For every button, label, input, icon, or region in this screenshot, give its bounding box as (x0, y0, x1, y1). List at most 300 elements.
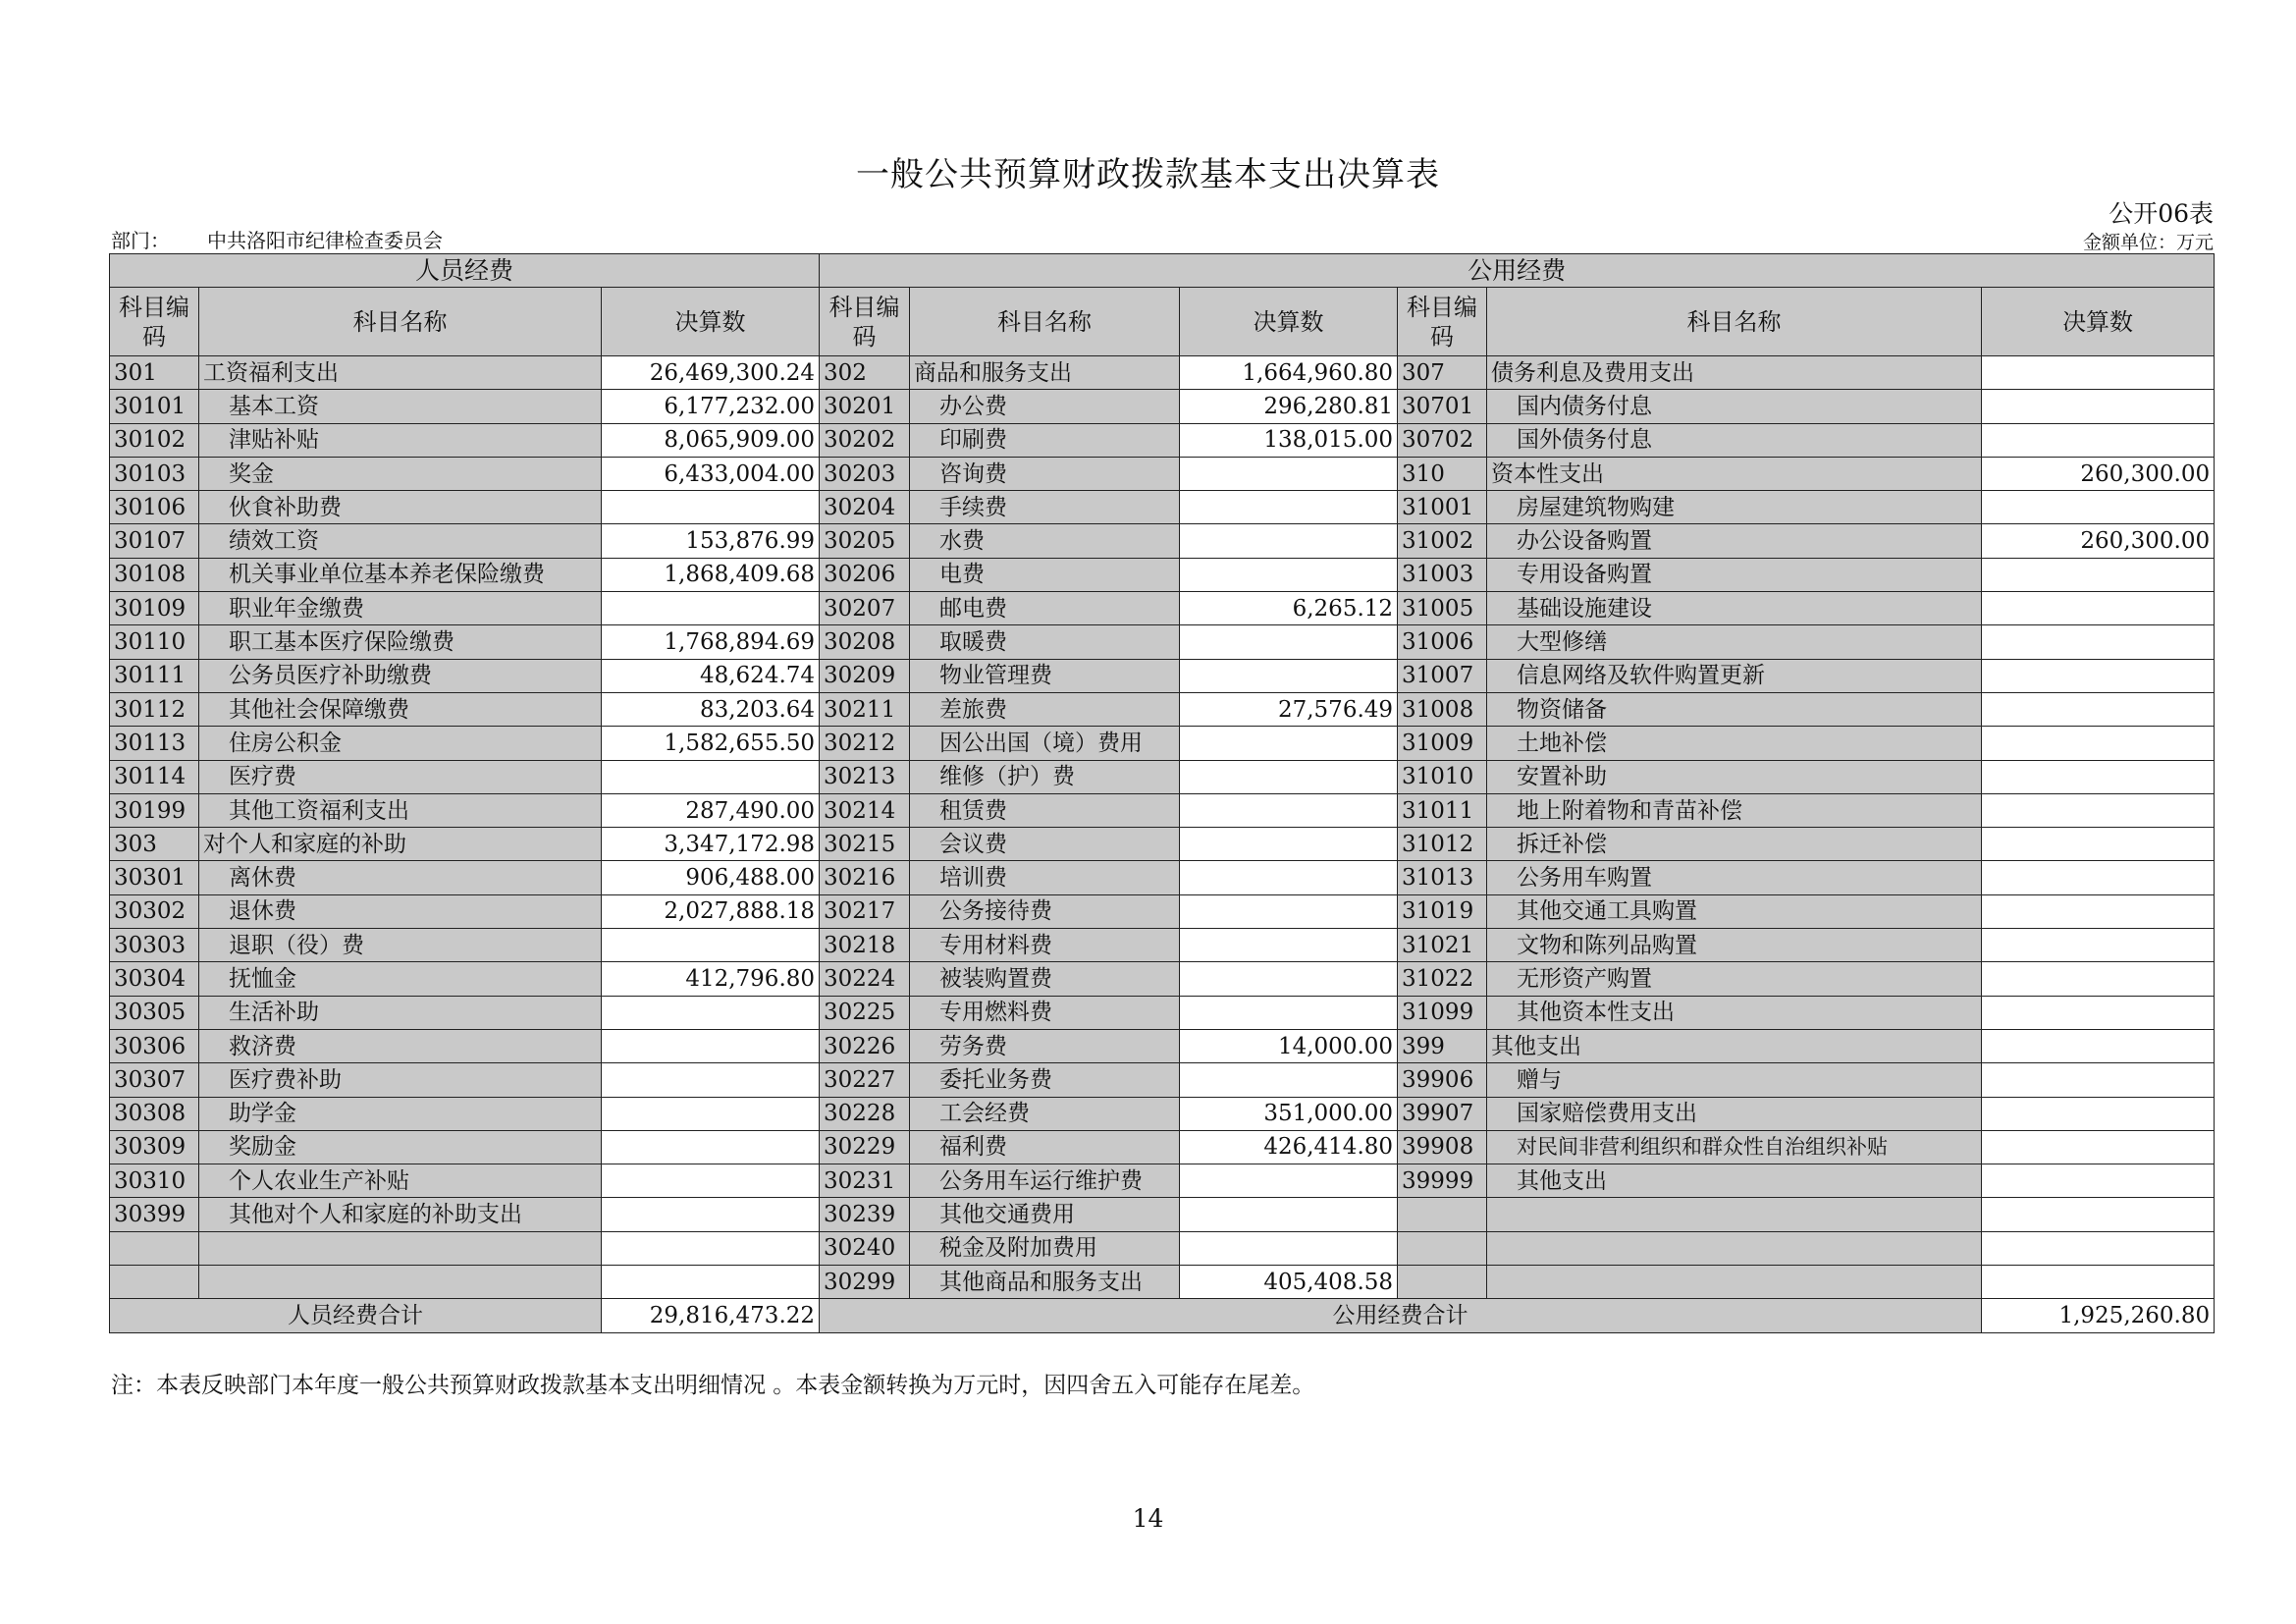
header-name: 科目名称 (910, 288, 1180, 356)
subject-code: 30112 (110, 692, 199, 726)
subject-name: 基础设施建设 (1487, 592, 1982, 625)
subject-code: 30305 (110, 996, 199, 1029)
subject-code: 31022 (1398, 962, 1487, 996)
subject-code: 31011 (1398, 793, 1487, 827)
amount-value (1180, 828, 1398, 861)
subject-code: 30239 (820, 1198, 910, 1231)
amount-value: 1,868,409.68 (602, 558, 820, 591)
table-row (110, 491, 2215, 524)
subject-code (1398, 1198, 1487, 1231)
subject-name: 办公设备购置 (1487, 524, 1982, 558)
subject-name: 拆迁补偿 (1487, 828, 1982, 861)
subject-name: 退职（役）费 (199, 929, 602, 962)
subject-code: 30308 (110, 1097, 199, 1130)
subject-name: 文物和陈列品购置 (1487, 929, 1982, 962)
header-code: 科目编码 (1398, 288, 1487, 356)
subject-code (1398, 1231, 1487, 1265)
amount-value: 3,347,172.98 (602, 828, 820, 861)
subject-code: 30208 (820, 625, 910, 659)
amount-value (1982, 1231, 2215, 1265)
subject-code: 30106 (110, 491, 199, 524)
amount-value (1982, 1029, 2215, 1062)
subject-code: 307 (1398, 356, 1487, 390)
table-row (110, 390, 2215, 423)
subject-code: 31010 (1398, 760, 1487, 793)
section-header-row (110, 254, 2215, 288)
public-total-label: 公用经费合计 (820, 1299, 1982, 1332)
amount-value (1180, 996, 1398, 1029)
department-label: 部门： (111, 229, 170, 252)
subject-code (1398, 1266, 1487, 1299)
subject-code: 30103 (110, 457, 199, 490)
subject-name: 差旅费 (910, 692, 1180, 726)
subject-code: 31006 (1398, 625, 1487, 659)
subject-code: 30227 (820, 1063, 910, 1097)
amount-value: 26,469,300.24 (602, 356, 820, 390)
subject-name: 公务用车购置 (1487, 861, 1982, 894)
subject-code: 31003 (1398, 558, 1487, 591)
table-row (110, 1063, 2215, 1097)
amount-value (602, 996, 820, 1029)
amount-value (1180, 929, 1398, 962)
subject-name: 税金及附加费用 (910, 1231, 1180, 1265)
subject-name: 对民间非营利组织和群众性自治组织补贴 (1487, 1130, 1982, 1164)
amount-value (1982, 1063, 2215, 1097)
subject-code (110, 1231, 199, 1265)
amount-value (1180, 1198, 1398, 1231)
subject-code: 39907 (1398, 1097, 1487, 1130)
section-public: 公用经费 (820, 254, 2215, 288)
subject-code: 310 (1398, 457, 1487, 490)
header-amount: 决算数 (1982, 288, 2215, 356)
subject-name (1487, 1266, 1982, 1299)
subject-name: 机关事业单位基本养老保险缴费 (199, 558, 602, 591)
amount-value: 6,433,004.00 (602, 457, 820, 490)
subject-code: 30302 (110, 894, 199, 928)
amount-value (1982, 558, 2215, 591)
table-row (110, 356, 2215, 390)
subject-code: 31005 (1398, 592, 1487, 625)
header-code: 科目编码 (820, 288, 910, 356)
amount-value (1982, 491, 2215, 524)
subject-code: 39999 (1398, 1164, 1487, 1198)
subject-code: 301 (110, 356, 199, 390)
amount-value (1180, 1063, 1398, 1097)
subject-code: 399 (1398, 1029, 1487, 1062)
subject-name: 培训费 (910, 861, 1180, 894)
subject-name: 绩效工资 (199, 524, 602, 558)
subject-code: 30303 (110, 929, 199, 962)
subject-name: 资本性支出 (1487, 457, 1982, 490)
subject-name: 国家赔偿费用支出 (1487, 1097, 1982, 1130)
subject-code: 30111 (110, 659, 199, 692)
amount-value (1982, 356, 2215, 390)
amount-value: 296,280.81 (1180, 390, 1398, 423)
amount-value (1180, 861, 1398, 894)
subject-code: 30218 (820, 929, 910, 962)
subject-name: 专用材料费 (910, 929, 1180, 962)
amount-value (1982, 894, 2215, 928)
table-row (110, 793, 2215, 827)
amount-value (1180, 524, 1398, 558)
subject-name: 劳务费 (910, 1029, 1180, 1062)
subject-name: 维修（护）费 (910, 760, 1180, 793)
amount-value (1982, 828, 2215, 861)
header-amount: 决算数 (1180, 288, 1398, 356)
amount-value (1982, 793, 2215, 827)
subject-code: 31001 (1398, 491, 1487, 524)
subject-name: 津贴补贴 (199, 423, 602, 457)
subject-name: 其他支出 (1487, 1164, 1982, 1198)
amount-value (602, 1231, 820, 1265)
public-total-value: 1,925,260.80 (1982, 1299, 2215, 1332)
subject-code: 30110 (110, 625, 199, 659)
column-header-row (110, 288, 2215, 356)
amount-value (1982, 962, 2215, 996)
amount-value (602, 1266, 820, 1299)
amount-value (1180, 491, 1398, 524)
subject-name: 商品和服务支出 (910, 356, 1180, 390)
amount-value: 412,796.80 (602, 962, 820, 996)
personnel-total-label: 人员经费合计 (110, 1299, 602, 1332)
subject-name: 租赁费 (910, 793, 1180, 827)
table-row (110, 1266, 2215, 1299)
page-number: 14 (1132, 1504, 1164, 1533)
subject-name: 债务利息及费用支出 (1487, 356, 1982, 390)
subject-name: 公务员医疗补助缴费 (199, 659, 602, 692)
table-row (110, 1198, 2215, 1231)
amount-value (1180, 558, 1398, 591)
amount-value: 1,582,655.50 (602, 727, 820, 760)
subject-name: 取暖费 (910, 625, 1180, 659)
subject-name: 对个人和家庭的补助 (199, 828, 602, 861)
subject-name: 其他对个人和家庭的补助支出 (199, 1198, 602, 1231)
amount-value (1982, 861, 2215, 894)
subject-code: 31021 (1398, 929, 1487, 962)
subject-name: 离休费 (199, 861, 602, 894)
amount-value: 153,876.99 (602, 524, 820, 558)
amount-value (1982, 1097, 2215, 1130)
subject-name (199, 1231, 602, 1265)
amount-value: 426,414.80 (1180, 1130, 1398, 1164)
amount-value (1180, 659, 1398, 692)
subject-name: 被装购置费 (910, 962, 1180, 996)
table-row (110, 457, 2215, 490)
amount-value (1982, 1266, 2215, 1299)
subject-code: 30202 (820, 423, 910, 457)
subject-name: 委托业务费 (910, 1063, 1180, 1097)
amount-value: 1,768,894.69 (602, 625, 820, 659)
table-row (110, 659, 2215, 692)
amount-value (1982, 1130, 2215, 1164)
amount-value: 287,490.00 (602, 793, 820, 827)
amount-value (1982, 625, 2215, 659)
header-name: 科目名称 (1487, 288, 1982, 356)
subject-name: 土地补偿 (1487, 727, 1982, 760)
subject-name: 赠与 (1487, 1063, 1982, 1097)
table-row (110, 1097, 2215, 1130)
subject-name: 基本工资 (199, 390, 602, 423)
subject-name: 无形资产购置 (1487, 962, 1982, 996)
subject-code: 31007 (1398, 659, 1487, 692)
amount-value (602, 1130, 820, 1164)
table-row (110, 727, 2215, 760)
subject-code: 30301 (110, 861, 199, 894)
subject-name (199, 1266, 602, 1299)
table-row (110, 996, 2215, 1029)
amount-value (1982, 423, 2215, 457)
subject-code: 302 (820, 356, 910, 390)
subject-code: 30109 (110, 592, 199, 625)
subject-name: 安置补助 (1487, 760, 1982, 793)
table-row (110, 423, 2215, 457)
subject-name: 电费 (910, 558, 1180, 591)
amount-value: 260,300.00 (1982, 457, 2215, 490)
footnote: 注：本表反映部门本年度一般公共预算财政拨款基本支出明细情况 。本表金额转换为万元时，因四舍五入可能存在尾差。 (111, 1373, 1315, 1398)
subject-code: 31099 (1398, 996, 1487, 1029)
subject-name: 福利费 (910, 1130, 1180, 1164)
amount-value (1982, 996, 2215, 1029)
subject-code: 30228 (820, 1097, 910, 1130)
subject-code: 30204 (820, 491, 910, 524)
amount-value: 260,300.00 (1982, 524, 2215, 558)
subject-name: 其他工资福利支出 (199, 793, 602, 827)
table-row (110, 1164, 2215, 1198)
subject-code: 30107 (110, 524, 199, 558)
subject-name: 其他商品和服务支出 (910, 1266, 1180, 1299)
subject-code: 30310 (110, 1164, 199, 1198)
subject-name: 工资福利支出 (199, 356, 602, 390)
subject-code: 31019 (1398, 894, 1487, 928)
amount-value: 48,624.74 (602, 659, 820, 692)
subject-name: 因公出国（境）费用 (910, 727, 1180, 760)
subject-name: 物业管理费 (910, 659, 1180, 692)
subject-code: 30215 (820, 828, 910, 861)
subject-name: 住房公积金 (199, 727, 602, 760)
table-row (110, 828, 2215, 861)
amount-value (1982, 390, 2215, 423)
subject-code: 30217 (820, 894, 910, 928)
subject-code: 31002 (1398, 524, 1487, 558)
subject-code: 30212 (820, 727, 910, 760)
amount-value: 906,488.00 (602, 861, 820, 894)
subject-code: 31013 (1398, 861, 1487, 894)
subject-name: 办公费 (910, 390, 1180, 423)
personnel-total-value: 29,816,473.22 (602, 1299, 820, 1332)
amount-value: 2,027,888.18 (602, 894, 820, 928)
table-row (110, 894, 2215, 928)
amount-value (1982, 659, 2215, 692)
subject-name: 地上附着物和青苗补偿 (1487, 793, 1982, 827)
amount-value (1982, 592, 2215, 625)
amount-value (602, 929, 820, 962)
subject-code: 30701 (1398, 390, 1487, 423)
header-code: 科目编码 (110, 288, 199, 356)
subject-code: 30306 (110, 1029, 199, 1062)
subject-code: 30214 (820, 793, 910, 827)
amount-value (1180, 457, 1398, 490)
amount-unit: 金额单位：万元 (2082, 232, 2214, 253)
amount-value: 1,664,960.80 (1180, 356, 1398, 390)
subject-code: 30205 (820, 524, 910, 558)
subject-code: 30231 (820, 1164, 910, 1198)
header-name: 科目名称 (199, 288, 602, 356)
subject-name: 会议费 (910, 828, 1180, 861)
subject-code: 30399 (110, 1198, 199, 1231)
subject-name: 奖励金 (199, 1130, 602, 1164)
subject-name: 邮电费 (910, 592, 1180, 625)
table-row (110, 861, 2215, 894)
subject-name: 印刷费 (910, 423, 1180, 457)
subject-name: 物资储备 (1487, 692, 1982, 726)
subject-code: 30304 (110, 962, 199, 996)
subject-code: 30240 (820, 1231, 910, 1265)
form-number: 公开06表 (2109, 199, 2214, 228)
subject-code: 30209 (820, 659, 910, 692)
subject-code: 30229 (820, 1130, 910, 1164)
totals-row (110, 1299, 2215, 1332)
department-line (111, 225, 443, 253)
table-row (110, 1130, 2215, 1164)
subject-name: 其他交通费用 (910, 1198, 1180, 1231)
subject-code: 303 (110, 828, 199, 861)
amount-value (1180, 1164, 1398, 1198)
subject-name: 其他支出 (1487, 1029, 1982, 1062)
subject-code: 30307 (110, 1063, 199, 1097)
subject-name: 其他资本性支出 (1487, 996, 1982, 1029)
subject-name: 公务用车运行维护费 (910, 1164, 1180, 1198)
amount-value (1180, 760, 1398, 793)
amount-value (1982, 1198, 2215, 1231)
subject-name: 其他交通工具购置 (1487, 894, 1982, 928)
subject-name: 医疗费补助 (199, 1063, 602, 1097)
department-name: 中共洛阳市纪律检查委员会 (207, 229, 443, 252)
subject-name: 助学金 (199, 1097, 602, 1130)
subject-name: 医疗费 (199, 760, 602, 793)
table-row (110, 929, 2215, 962)
table-row (110, 524, 2215, 558)
subject-name: 退休费 (199, 894, 602, 928)
amount-value: 6,177,232.00 (602, 390, 820, 423)
amount-value (602, 1029, 820, 1062)
table-row (110, 625, 2215, 659)
subject-name (1487, 1198, 1982, 1231)
subject-code: 30702 (1398, 423, 1487, 457)
table-row (110, 962, 2215, 996)
subject-name: 伙食补助费 (199, 491, 602, 524)
subject-name: 房屋建筑物购建 (1487, 491, 1982, 524)
subject-code: 31008 (1398, 692, 1487, 726)
subject-name: 职业年金缴费 (199, 592, 602, 625)
table-row (110, 692, 2215, 726)
amount-value (1982, 727, 2215, 760)
subject-name: 水费 (910, 524, 1180, 558)
subject-name: 职工基本医疗保险缴费 (199, 625, 602, 659)
subject-code: 30309 (110, 1130, 199, 1164)
subject-name: 咨询费 (910, 457, 1180, 490)
subject-code: 30216 (820, 861, 910, 894)
amount-value (602, 491, 820, 524)
subject-name: 专用燃料费 (910, 996, 1180, 1029)
expenditure-table (109, 253, 2215, 1333)
subject-name: 个人农业生产补贴 (199, 1164, 602, 1198)
subject-code: 39908 (1398, 1130, 1487, 1164)
subject-name (1487, 1231, 1982, 1265)
amount-value (602, 1097, 820, 1130)
subject-code: 30299 (820, 1266, 910, 1299)
subject-code: 30113 (110, 727, 199, 760)
amount-value: 138,015.00 (1180, 423, 1398, 457)
amount-value: 351,000.00 (1180, 1097, 1398, 1130)
subject-code (110, 1266, 199, 1299)
table-row (110, 1029, 2215, 1062)
subject-code: 31012 (1398, 828, 1487, 861)
subject-code: 30203 (820, 457, 910, 490)
amount-value: 6,265.12 (1180, 592, 1398, 625)
amount-value (602, 592, 820, 625)
table-row (110, 1231, 2215, 1265)
amount-value (1180, 727, 1398, 760)
subject-name: 公务接待费 (910, 894, 1180, 928)
subject-code: 30213 (820, 760, 910, 793)
amount-value: 27,576.49 (1180, 692, 1398, 726)
amount-value (602, 1198, 820, 1231)
subject-code: 30211 (820, 692, 910, 726)
table-title: 一般公共预算财政拨款基本支出决算表 (856, 155, 1440, 194)
amount-value (1982, 692, 2215, 726)
subject-code: 30225 (820, 996, 910, 1029)
subject-code: 30199 (110, 793, 199, 827)
subject-name: 大型修缮 (1487, 625, 1982, 659)
header-amount: 决算数 (602, 288, 820, 356)
subject-code: 30201 (820, 390, 910, 423)
subject-code: 39906 (1398, 1063, 1487, 1097)
amount-value (602, 760, 820, 793)
amount-value: 405,408.58 (1180, 1266, 1398, 1299)
amount-value (1180, 894, 1398, 928)
subject-name: 专用设备购置 (1487, 558, 1982, 591)
subject-name: 奖金 (199, 457, 602, 490)
amount-value (1982, 929, 2215, 962)
subject-name: 国外债务付息 (1487, 423, 1982, 457)
subject-code: 30206 (820, 558, 910, 591)
amount-value (1982, 760, 2215, 793)
table-row (110, 558, 2215, 591)
subject-code: 30101 (110, 390, 199, 423)
amount-value: 14,000.00 (1180, 1029, 1398, 1062)
subject-name: 救济费 (199, 1029, 602, 1062)
subject-code: 31009 (1398, 727, 1487, 760)
amount-value (602, 1063, 820, 1097)
subject-name: 生活补助 (199, 996, 602, 1029)
table-row (110, 592, 2215, 625)
amount-value (1180, 1231, 1398, 1265)
section-personnel: 人员经费 (110, 254, 820, 288)
amount-value: 8,065,909.00 (602, 423, 820, 457)
amount-value (602, 1164, 820, 1198)
subject-name: 信息网络及软件购置更新 (1487, 659, 1982, 692)
amount-value (1180, 625, 1398, 659)
table-row (110, 760, 2215, 793)
amount-value: 83,203.64 (602, 692, 820, 726)
subject-code: 30108 (110, 558, 199, 591)
amount-value (1180, 962, 1398, 996)
subject-name: 其他社会保障缴费 (199, 692, 602, 726)
subject-code: 30226 (820, 1029, 910, 1062)
amount-value (1180, 793, 1398, 827)
subject-name: 手续费 (910, 491, 1180, 524)
subject-code: 30207 (820, 592, 910, 625)
